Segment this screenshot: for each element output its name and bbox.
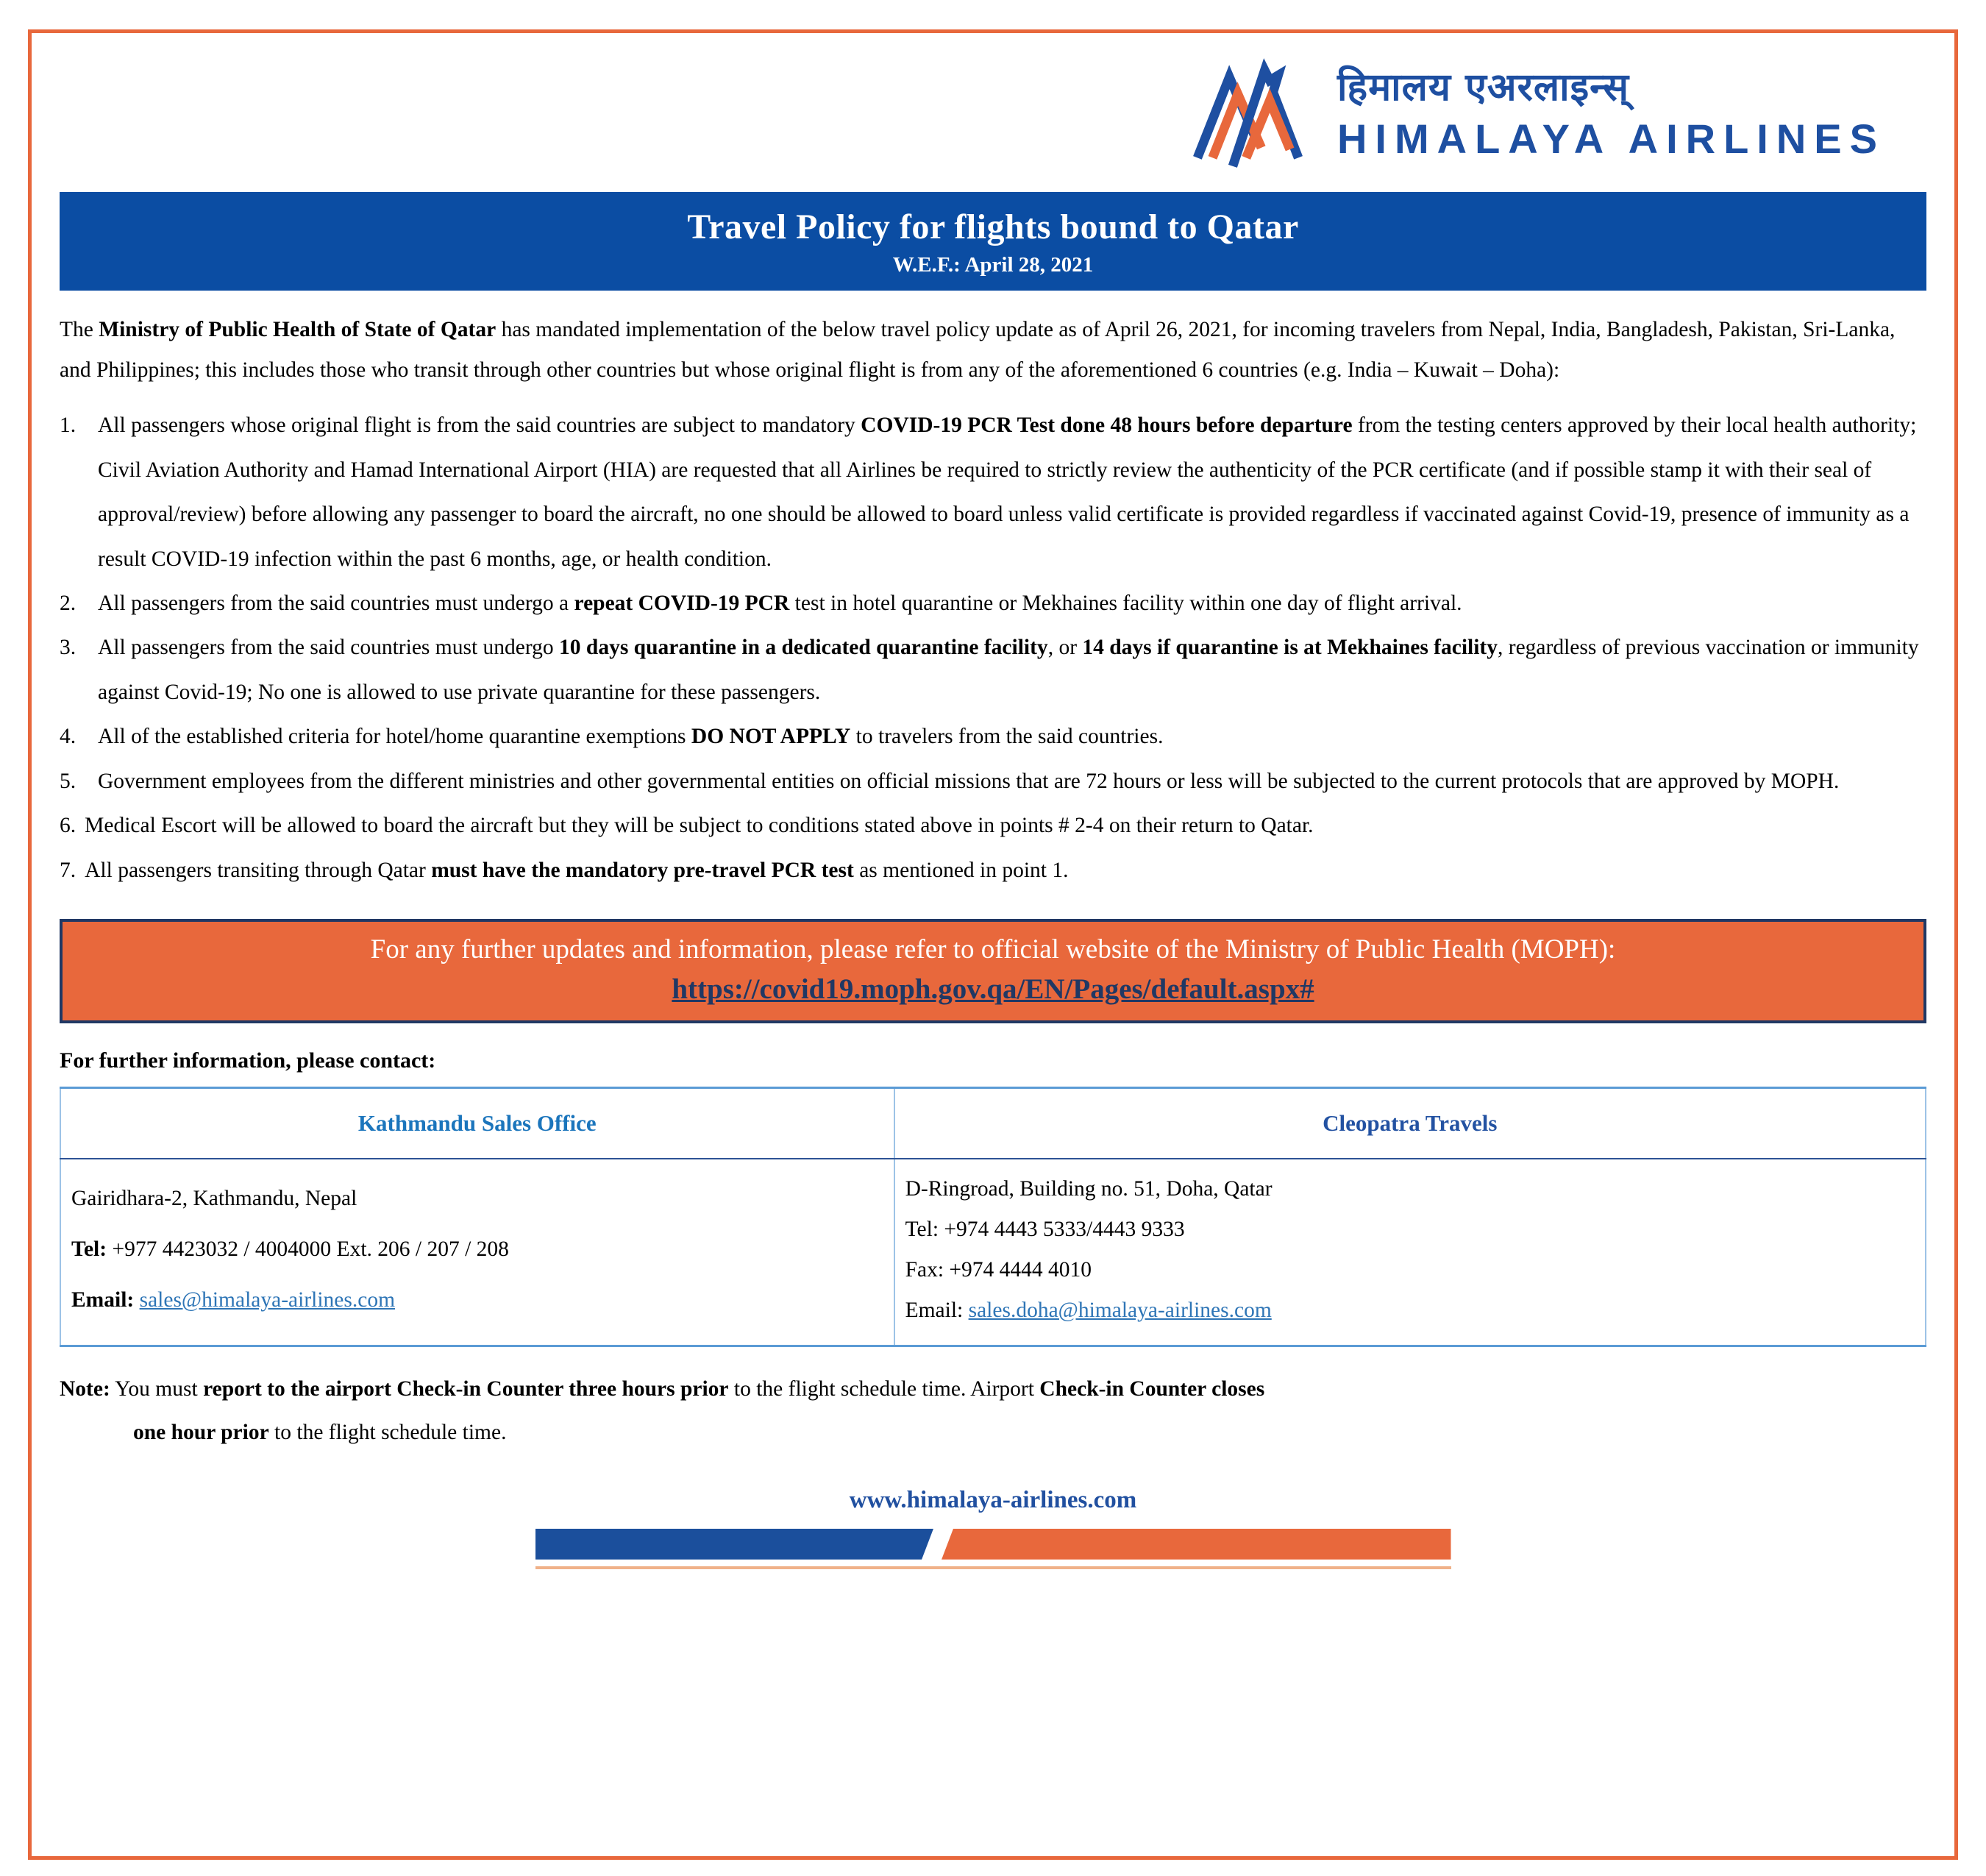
kathmandu-office-header: Kathmandu Sales Office <box>60 1088 894 1159</box>
footer-divider <box>535 1529 1451 1569</box>
footer-bar-underline <box>535 1566 1451 1569</box>
check-in-note <box>60 1368 1926 1454</box>
policy-item-7 <box>60 848 1926 892</box>
item-number: 4. <box>60 725 76 749</box>
footer-bar-blue <box>535 1529 934 1560</box>
contact-heading: For further information, please contact: <box>60 1048 436 1073</box>
item-number: 7. <box>60 858 76 882</box>
kathmandu-tel <box>71 1237 872 1262</box>
email-label: Email: <box>71 1288 135 1312</box>
item-text: All passengers whose original flight is from the said countries are subject to mandatory COVID-19 PCR Test done 48 hours before departure from the testing centers approved by their local health authority; Civil Aviation Authority and Hamad International Airport (HIA) are requested that all Airlines be required to strictly review the authenticity of the PCR certificate (and if possible stamp it with their seal of approval/review) before allowing any passenger to board the aircraft, no one should be allowed to board unless valid certificate is provided regardless if vaccinated against Covid-19, presence of immunity as a result COVID-19 infection within the past 6 months, age, or health condition. <box>98 413 1917 571</box>
kathmandu-email-link[interactable]: sales@himalaya-airlines.com <box>139 1288 396 1312</box>
airline-logo <box>1189 55 1885 173</box>
cleopatra-tel: Tel: +974 4443 5333/4443 9333 <box>905 1217 1185 1241</box>
tel-value: +977 4423032 / 4004000 Ext. 206 / 207 / 208 <box>107 1237 509 1262</box>
item-number: 5. <box>60 769 76 793</box>
policy-item-3 <box>60 625 1926 714</box>
note-line-2: one hour prior to the flight schedule time. <box>133 1420 507 1444</box>
website-link[interactable]: www.himalaya-airlines.com <box>849 1486 1137 1513</box>
note-line-1: Note: You must report to the airport Check-in Counter three hours prior to the flight schedule time. Airport Check-in Counter closes <box>60 1376 1265 1401</box>
logo-airline-name: HIMALAYA AIRLINES <box>1337 115 1885 162</box>
item-text: All passengers from the said countries must undergo a repeat COVID-19 PCR test in hotel quarantine or Mekhaines facility within one day of flight arrival. <box>98 591 1462 615</box>
email-label: Email: <box>905 1298 969 1322</box>
effective-date: W.E.F.: April 28, 2021 <box>892 253 1094 277</box>
cleopatra-address: D-Ringroad, Building no. 51, Doha, Qatar <box>905 1176 1273 1201</box>
contact-table-body-row <box>60 1159 1926 1346</box>
item-text: Medical Escort will be allowed to board the aircraft but they will be subject to conditions stated above in points # 2-4 on their return to Qatar. <box>85 814 1314 838</box>
contact-table <box>60 1087 1926 1347</box>
footer-divider-bar <box>535 1529 1451 1560</box>
moph-website-link[interactable]: https://covid19.moph.gov.qa/EN/Pages/default.aspx# <box>672 973 1314 1006</box>
policy-item-2 <box>60 581 1926 625</box>
policy-item-4 <box>60 714 1926 758</box>
policy-item-5 <box>60 759 1926 803</box>
item-text: Government employees from the different ministries and other governmental entities on official missions that are 72 hours or less will be subjected to the current protocols that are approved by MOPH. <box>98 769 1840 793</box>
title-banner <box>60 192 1926 291</box>
logo-row <box>60 55 1926 173</box>
item-text: All passengers transiting through Qatar must have the mandatory pre-travel PCR test as mentioned in point 1. <box>85 858 1069 882</box>
logo-devanagari-name: हिमालय एअरलाइन्स् <box>1337 65 1630 110</box>
policy-item-6 <box>60 803 1926 848</box>
mountain-logo-icon <box>1189 55 1318 173</box>
footer-bar-orange <box>942 1529 1451 1560</box>
cleopatra-email-link[interactable]: sales.doha@himalaya-airlines.com <box>968 1298 1272 1322</box>
kathmandu-address: Gairidhara-2, Kathmandu, Nepal <box>71 1187 357 1211</box>
item-text: All passengers from the said countries must undergo 10 days quarantine in a dedicated quarantine facility, or 14 days if quarantine is at Mekhaines facility, regardless of previous vaccination or immunity against Covid-19; No one is allowed to use private quarantine for these passengers. <box>98 636 1919 704</box>
cleopatra-travels-cell <box>894 1159 1926 1346</box>
policy-item-1 <box>60 403 1926 581</box>
tel-label: Tel: <box>71 1237 107 1262</box>
kathmandu-email <box>71 1288 872 1312</box>
item-number: 3. <box>60 636 76 660</box>
intro-paragraph: The Ministry of Public Health of State of Qatar has mandated implementation of the below travel policy update as of April 26, 2021, for incoming travelers from Nepal, India, Bangladesh, Pakistan, Sri-Lanka, and Philippines; this includes those who transit through other countries but whose original flight is from any of the aforementioned 6 countries (e.g. India – Kuwait – Doha): <box>60 318 1896 382</box>
page-border-frame <box>28 29 1958 1860</box>
kathmandu-office-cell <box>60 1159 894 1346</box>
cleopatra-email <box>905 1298 1903 1323</box>
contact-table-header-row <box>60 1088 1926 1159</box>
item-text: All of the established criteria for hotel/home quarantine exemptions DO NOT APPLY to travelers from the said countries. <box>98 725 1164 749</box>
item-number: 6. <box>60 814 76 838</box>
cleopatra-fax: Fax: +974 4444 4010 <box>905 1257 1092 1282</box>
policy-list <box>60 403 1926 892</box>
moph-update-banner <box>60 919 1926 1023</box>
item-number: 2. <box>60 591 76 615</box>
banner-text: For any further updates and information, please refer to official website of the Ministry of Public Health (MOPH): <box>370 934 1616 965</box>
item-number: 1. <box>60 413 76 438</box>
logo-text <box>1337 67 1885 162</box>
cleopatra-travels-header: Cleopatra Travels <box>894 1088 1926 1159</box>
footer <box>60 1487 1926 1569</box>
page-title: Travel Policy for flights bound to Qatar <box>687 207 1299 246</box>
